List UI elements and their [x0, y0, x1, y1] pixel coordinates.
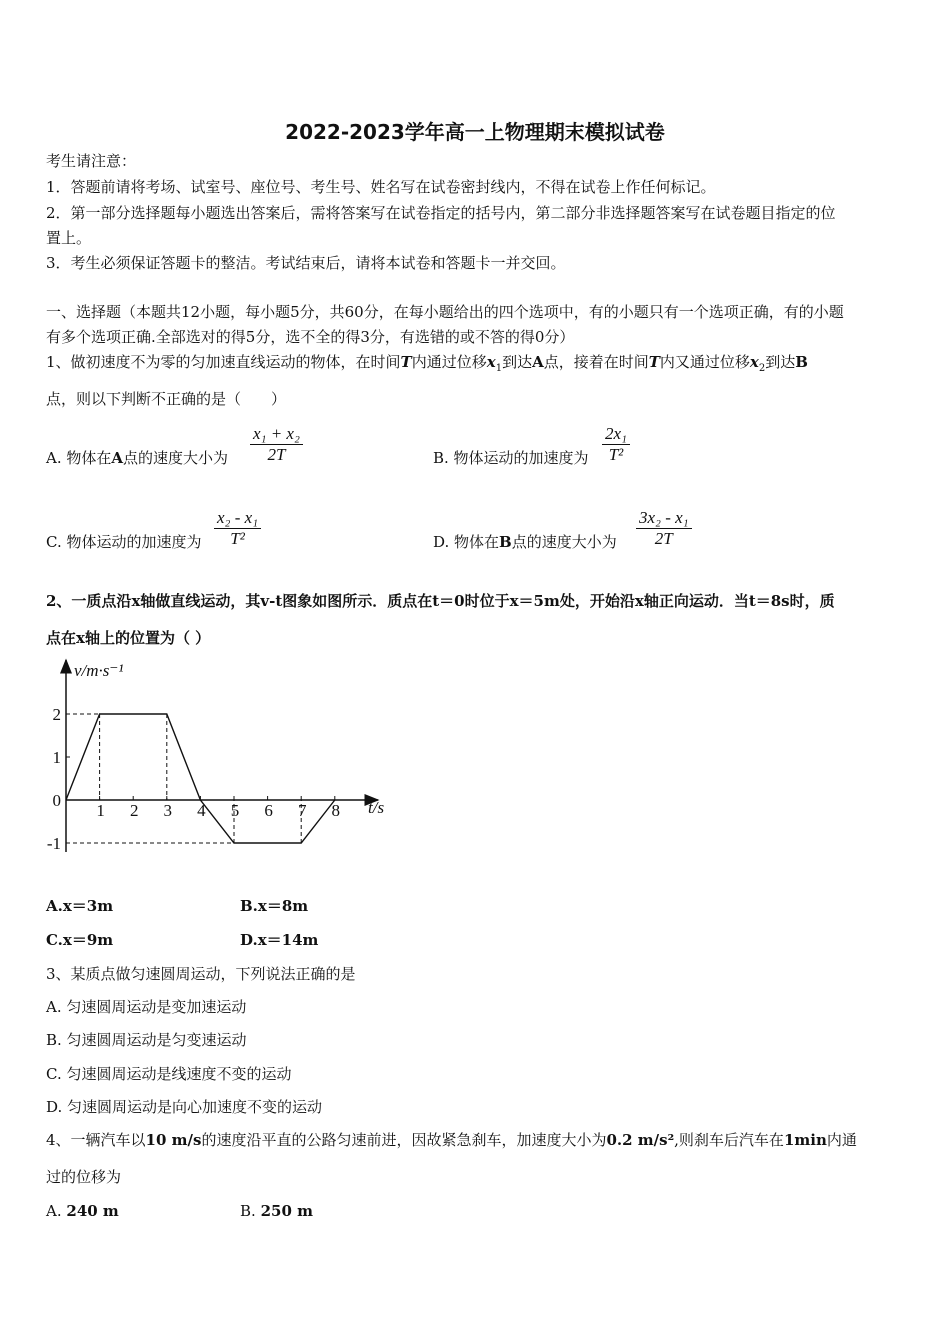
- y-axis-label: v/m·s⁻¹: [74, 661, 124, 680]
- y-tick-label: 0: [52, 791, 61, 810]
- q4-option-b-label: B.: [240, 1202, 256, 1220]
- q3-option-d: D. 匀速圆周运动是向心加速度不变的运动: [46, 1098, 323, 1116]
- q4-text: 内通: [826, 1131, 857, 1149]
- notice-heading: 考生请注意：: [46, 152, 137, 170]
- q4-option-b: [240, 1201, 313, 1221]
- q4-option-b-value: 250 m: [260, 1202, 313, 1220]
- q4-time: 1min: [783, 1131, 827, 1149]
- fraction-numerator: 2x₁: [602, 424, 630, 445]
- x-tick-label: 3: [163, 801, 173, 820]
- q1-stem-line2: 点，则以下判断不正确的是（ ）: [46, 390, 287, 408]
- q4-option-a-value: 240 m: [66, 1202, 119, 1220]
- q1-option-a-point: A: [111, 449, 124, 467]
- q1-var-T: T: [400, 353, 412, 371]
- q2-option-c: C.x＝9m: [46, 931, 114, 949]
- q1-option-a-suffix: 点的速度大小为: [123, 449, 229, 467]
- q1-option-a-fraction: [250, 424, 303, 465]
- vt-chart: [30, 652, 410, 867]
- q4-stem-line2: 过的位移为: [46, 1168, 122, 1186]
- y-tick-label: 2: [52, 705, 61, 724]
- q4-acceleration: 0.2 m/s²: [606, 1131, 675, 1149]
- section-heading-line2: 有多个选项正确.全部选对的得5分，选不全的得3分，有选错的或不答的得0分）: [46, 328, 575, 346]
- q4-text: 4、一辆汽车以: [46, 1131, 146, 1149]
- q4-option-a-label: A.: [46, 1202, 62, 1220]
- q1-point-A: A: [532, 353, 544, 371]
- page-title: 2022-2023学年高一上物理期末模拟试卷: [285, 120, 665, 144]
- x-tick-label: 6: [264, 801, 273, 820]
- q4-text: ,则刹车后汽车在: [674, 1131, 784, 1149]
- q1-stem-line1: [46, 352, 808, 379]
- fraction-numerator: x₂ - x₁: [214, 508, 261, 529]
- fraction-denominator: T²: [608, 445, 624, 464]
- q1-text: 点，接着在时间: [543, 353, 649, 371]
- fraction-numerator: x₁ + x₂: [250, 424, 303, 445]
- q3-option-c: C. 匀速圆周运动是线速度不变的运动: [46, 1065, 292, 1083]
- q1-var-x1: x: [486, 353, 496, 371]
- x-tick-label: 5: [230, 801, 240, 820]
- q1-text: 到达: [502, 353, 533, 371]
- q1-option-a-prefix: A. 物体在: [46, 449, 112, 467]
- q4-stem-line1: [46, 1130, 857, 1150]
- notice-item-2: 2．第一部分选择题每小题选出答案后，需将答案写在试卷指定的括号内，第二部分非选择题答案写在试卷题目指定的位: [46, 204, 836, 222]
- fraction-denominator: 2T: [267, 445, 286, 464]
- q1-option-d-fraction: [636, 508, 692, 549]
- q1-option-d-point: B: [499, 533, 512, 551]
- fraction-denominator: T²: [230, 529, 245, 548]
- q1-sub-2: 2: [758, 363, 766, 374]
- fraction-numerator: 3x₂ - x₁: [636, 508, 692, 529]
- series-line: [66, 714, 335, 843]
- q1-text: 1、做初速度不为零的匀加速直线运动的物体，在时间: [46, 353, 401, 371]
- x-tick-label: 7: [297, 801, 307, 820]
- q2-option-b: B.x＝8m: [240, 897, 309, 915]
- section-heading-line1: 一、选择题（本题共12小题，每小题5分，共60分，在每小题给出的四个选项中，有的小题只有一个选项正确，有的小题: [46, 303, 844, 321]
- q1-option-d-prefix: D. 物体在: [433, 533, 500, 551]
- q1-option-b-fraction: [602, 424, 630, 465]
- notice-item-3: 3．考生必须保证答题卡的整洁。考试结束后，请将本试卷和答题卡一并交回。: [46, 254, 566, 272]
- q1-var-x2: x: [749, 353, 759, 371]
- q2-stem-line1: 2、一质点沿x轴做直线运动，其v-t图象如图所示．质点在t＝0时位于x＝5m处，开始沿x轴正向运动．当t＝8s时，质: [46, 592, 835, 610]
- q1-option-c: C. 物体运动的加速度为: [46, 533, 202, 551]
- q4-speed: 10 m/s: [145, 1131, 202, 1149]
- q1-text: 内又通过位移: [659, 353, 750, 371]
- x-axis-label: t/s: [368, 798, 385, 817]
- q1-option-a: [46, 448, 228, 468]
- q2-option-d: D.x＝14m: [240, 931, 319, 949]
- q3-option-a: A. 匀速圆周运动是变加速运动: [46, 998, 247, 1016]
- q4-option-a: [46, 1201, 119, 1221]
- q1-option-b: B. 物体运动的加速度为: [433, 449, 589, 467]
- x-tick-label: 1: [96, 801, 105, 820]
- notice-item-2-cont: 置上。: [46, 229, 92, 247]
- q2-stem-line2: 点在x轴上的位置为（ ）: [46, 629, 211, 647]
- notice-item-1: 1．答题前请将考场、试室号、座位号、考生号、姓名写在试卷密封线内，不得在试卷上作任何标记。: [46, 178, 716, 196]
- y-tick-label: -1: [46, 834, 61, 853]
- q1-option-c-fraction: [214, 508, 261, 549]
- q1-var-T: T: [648, 353, 660, 371]
- q2-option-a: A.x＝3m: [46, 897, 114, 915]
- q4-text: 的速度沿平直的公路匀速前进，因故紧急刹车，加速度大小为: [201, 1131, 607, 1149]
- q3-option-b: B. 匀速圆周运动是匀变速运动: [46, 1031, 247, 1049]
- q1-option-d: [433, 532, 617, 552]
- q1-sub-1: 1: [495, 363, 503, 374]
- fraction-denominator: 2T: [654, 529, 673, 548]
- q1-option-d-suffix: 点的速度大小为: [511, 533, 617, 551]
- x-tick-label: 2: [129, 801, 139, 820]
- x-tick-label: 8: [331, 801, 341, 820]
- y-tick-label: 1: [52, 748, 61, 767]
- q3-stem: 3、某质点做匀速圆周运动，下列说法正确的是: [46, 965, 356, 983]
- q1-point-B: B: [795, 353, 808, 371]
- q1-text: 到达: [765, 353, 796, 371]
- x-tick-label: 4: [197, 801, 206, 820]
- q1-text: 内通过位移: [411, 353, 487, 371]
